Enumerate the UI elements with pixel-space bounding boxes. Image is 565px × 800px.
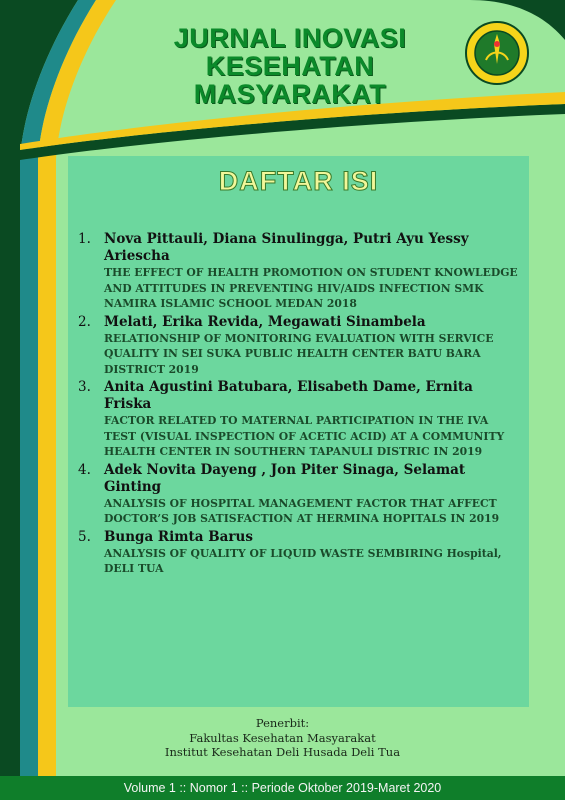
- toc-article-title: RELATIONSHIP OF MONITORING EVALUATION WITH SERVICE QUALITY IN SEI SUKA PUBLIC HEALTH CENTER BATU BARA DISTRICT 2019: [104, 331, 494, 376]
- toc-item: [78, 314, 523, 378]
- toc-authors: Adek Novita Dayeng , Jon Piter Sinaga, Selamat Ginting: [104, 461, 466, 495]
- toc-authors: Melati, Erika Revida, Megawati Sinambela: [104, 313, 426, 330]
- institution-logo: [464, 20, 530, 86]
- toc-authors: Bunga Rimta Barus: [104, 528, 253, 545]
- toc-number: 2.: [78, 313, 91, 330]
- toc-number: 3.: [78, 379, 91, 395]
- publisher-label: Penerbit:: [255, 716, 310, 730]
- toc-item: [78, 529, 523, 577]
- toc-item: [78, 462, 523, 527]
- toc-article-title: FACTOR RELATED TO MATERNAL PARTICIPATION IN THE IVA TEST (VISUAL INSPECTION OF ACETIC ACID) AT A COMMUNITY HEALTH CENTER IN SOUTHERN TAPANULI DISTRIC IN 2019: [104, 414, 505, 458]
- toc-list: [78, 231, 523, 579]
- toc-item: [78, 231, 523, 312]
- toc-authors: Nova Pittauli, Diana Sinulingga, Putri Ayu Yessy Ariescha: [104, 231, 469, 264]
- toc-article-title: ANALYSIS OF HOSPITAL MANAGEMENT FACTOR THAT AFFECT DOCTOR’S JOB SATISFACTION AT HERMINA HOPITALS IN 2019: [104, 496, 500, 525]
- table-of-contents-panel: [68, 156, 529, 707]
- publisher-faculty: Fakultas Kesehatan Masyarakat: [189, 730, 376, 745]
- journal-title: [120, 24, 460, 108]
- toc-authors: Anita Agustini Batubara, Elisabeth Dame, Ernita Friska: [104, 379, 473, 412]
- toc-article-title: THE EFFECT OF HEALTH PROMOTION ON STUDENT KNOWLEDGE AND ATTITUDES IN PREVENTING HIV/AIDS INFECTION SMK NAMIRA ISLAMIC SCHOOL MEDAN 2018: [104, 266, 518, 310]
- journal-title-line2: KESEHATAN MASYARAKAT: [193, 51, 387, 109]
- publisher-block: [0, 716, 565, 760]
- toc-number: 1.: [78, 231, 91, 247]
- section-title: DAFTAR ISI: [218, 166, 379, 196]
- footer-bar: [0, 776, 565, 800]
- toc-item: [78, 379, 523, 460]
- toc-number: 4.: [78, 461, 91, 478]
- toc-number: 5.: [78, 528, 91, 545]
- footer-volume-text: Volume 1 :: Nomor 1 :: Periode Oktober 2019-Maret 2020: [123, 781, 442, 795]
- publisher-institute: Institut Kesehatan Deli Husada Deli Tua: [164, 745, 401, 759]
- toc-article-title: ANALYSIS OF QUALITY OF LIQUID WASTE SEMBIRING Hospital, DELI TUA: [104, 546, 502, 575]
- journal-title-line1: JURNAL INOVASI: [173, 23, 407, 53]
